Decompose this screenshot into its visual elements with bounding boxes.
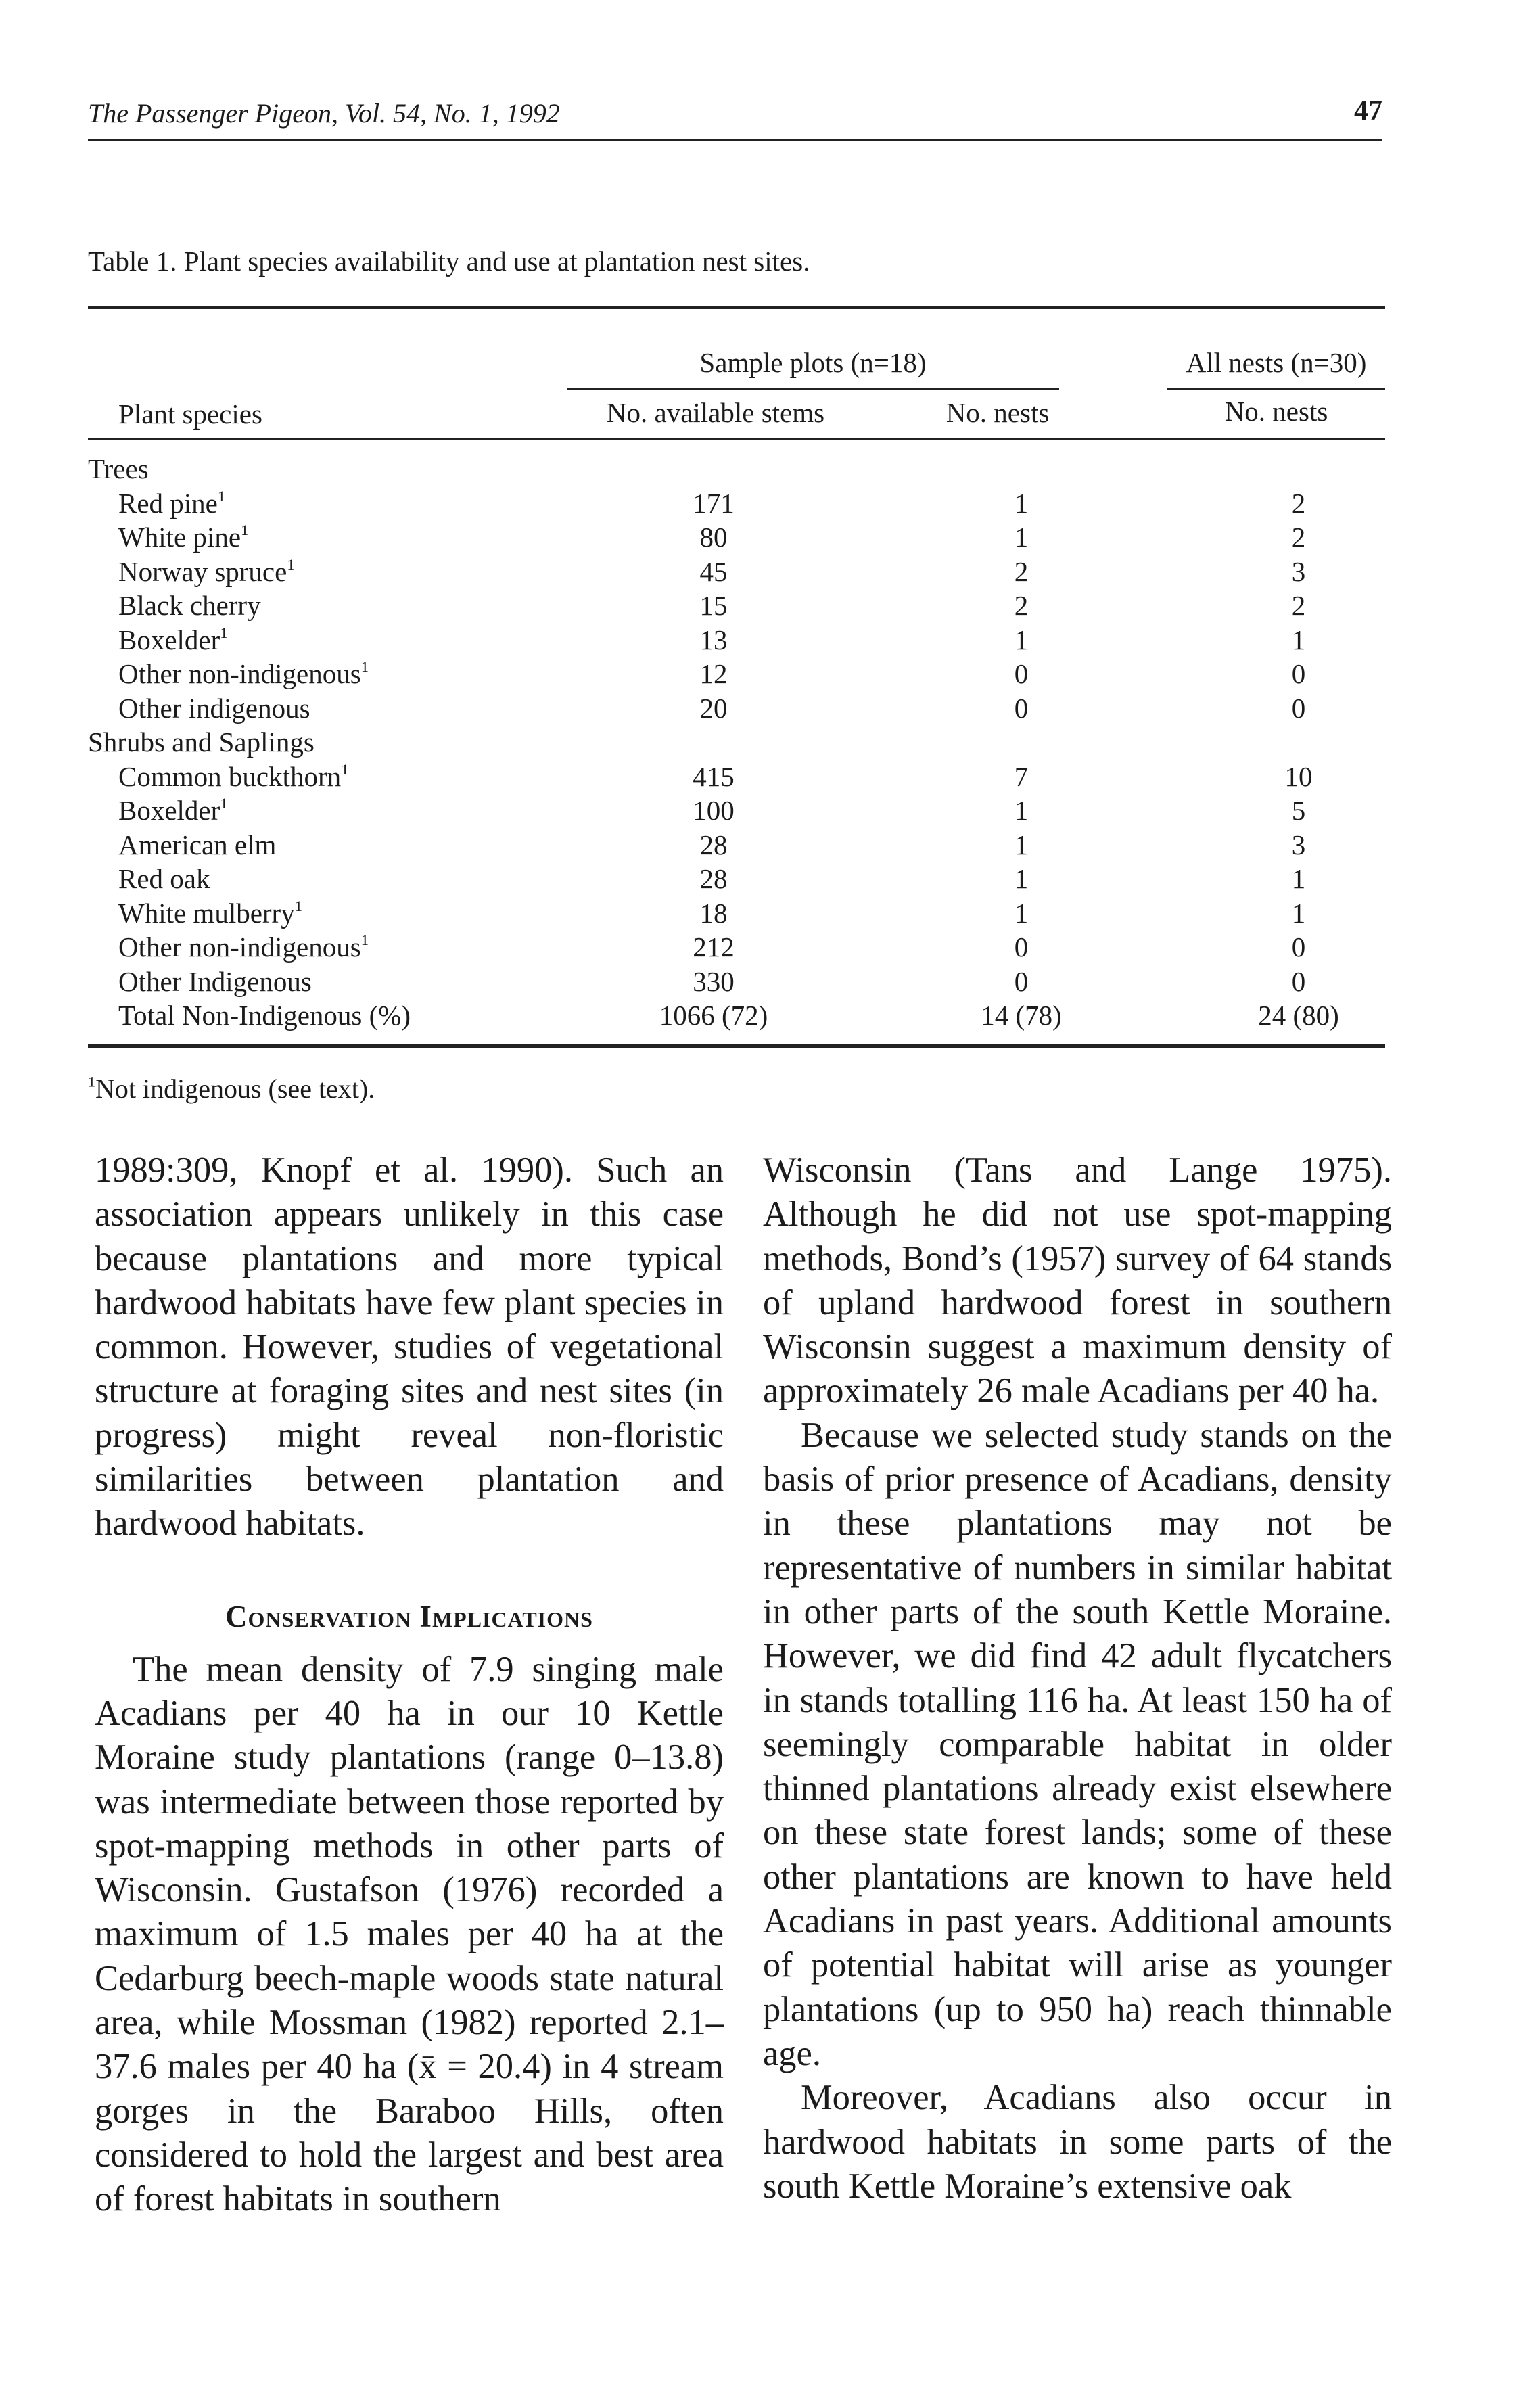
non-indigenous-mark: 1 <box>241 522 249 539</box>
sample-nests-cell: 1 <box>1014 487 1029 519</box>
table-row <box>88 998 1385 1033</box>
table-row <box>88 691 1385 726</box>
all-nests-cell: 24 (80) <box>1258 1000 1339 1031</box>
species-name-text: American elm <box>118 829 277 860</box>
non-indigenous-mark: 1 <box>220 624 228 641</box>
available-stems-cell: 15 <box>699 590 728 621</box>
row-species-name <box>118 588 261 622</box>
table-row <box>88 657 1385 691</box>
table-row <box>88 486 1385 521</box>
sample-nests-cell: 0 <box>1014 931 1029 963</box>
row-species-name <box>118 862 210 896</box>
table-body <box>88 452 1385 1033</box>
right-paragraph-3: Moreover, Acadians also occur in hardwood habitats in some parts of the south Kettle Moraine’s extensive oak <box>763 2078 1392 2206</box>
table-row <box>88 828 1385 862</box>
all-nests-cell: 3 <box>1291 555 1306 587</box>
row-group-label <box>88 452 149 486</box>
table-row <box>88 623 1385 657</box>
all-nests-cell: 2 <box>1291 487 1306 519</box>
row-species-name <box>118 930 369 964</box>
row-species-name <box>118 965 312 998</box>
left-paragraph-1: 1989:309, Knopf et al. 1990). Such an association appears unlikely in this case because plantations and more typical hardwood habitats have few plant species in common. However, studies of vegetational structure at foraging sites and nest sites (in progress) might reveal non-floristic similarities between plantation and hardwood habitats. <box>95 1151 724 1544</box>
species-name-text: Norway spruce <box>118 555 287 587</box>
table-header-rule <box>88 438 1385 440</box>
left-text-column <box>95 1149 724 2222</box>
species-name-text: Total Non-Indigenous (%) <box>118 1000 411 1031</box>
footnote-text: Not indigenous (see text). <box>95 1073 375 1104</box>
table-row <box>88 520 1385 555</box>
all-nests-cell: 0 <box>1291 965 1306 997</box>
row-species-name <box>118 486 225 520</box>
header-nests-sample: No. nests <box>946 397 1050 428</box>
header-plant-species: Plant species <box>118 398 262 430</box>
species-name-text: Boxelder <box>118 795 220 826</box>
available-stems-cell: 80 <box>699 522 728 553</box>
all-nests-cell: 0 <box>1291 692 1306 724</box>
sample-nests-cell: 0 <box>1014 965 1029 997</box>
journal-title: The Passenger Pigeon, Vol. 54, No. 1, 1992 <box>88 98 560 129</box>
sample-nests-cell: 1 <box>1014 897 1029 929</box>
all-nests-rule <box>1167 388 1385 390</box>
species-name-text: Red oak <box>118 863 210 894</box>
available-stems-cell: 212 <box>693 931 735 963</box>
all-nests-cell: 10 <box>1284 760 1313 792</box>
row-group-label <box>88 725 314 759</box>
table-row <box>88 555 1385 589</box>
footnote-mark: 1 <box>88 1073 95 1090</box>
sample-nests-cell: 2 <box>1014 555 1029 587</box>
row-species-name <box>118 998 411 1032</box>
available-stems-cell: 100 <box>693 795 735 826</box>
running-header <box>88 92 1382 141</box>
row-species-name <box>118 828 276 862</box>
table-row <box>88 896 1385 931</box>
row-species-name <box>118 896 302 930</box>
all-nests-cell: 2 <box>1291 590 1306 621</box>
all-nests-cell: 3 <box>1291 829 1306 860</box>
row-species-name <box>118 555 295 588</box>
available-stems-cell: 28 <box>699 863 728 894</box>
all-nests-cell: 1 <box>1291 863 1306 894</box>
sample-nests-cell: 2 <box>1014 590 1029 621</box>
table-row <box>88 760 1385 794</box>
table-row <box>88 793 1385 828</box>
species-name-text: White mulberry <box>118 897 295 929</box>
species-name-text: Other Indigenous <box>118 965 312 997</box>
row-species-name <box>118 793 228 827</box>
all-nests-cell: 0 <box>1291 931 1306 963</box>
non-indigenous-mark: 1 <box>294 897 302 914</box>
species-name-text: Other non-indigenous <box>118 658 361 689</box>
sample-nests-cell: 1 <box>1014 624 1029 655</box>
available-stems-cell: 45 <box>699 555 728 587</box>
table-top-rule <box>88 306 1385 309</box>
available-stems-cell: 13 <box>699 624 728 655</box>
sample-nests-cell: 1 <box>1014 522 1029 553</box>
all-nests-cell: 2 <box>1291 522 1306 553</box>
species-name-text: Common buckthorn <box>118 760 342 792</box>
available-stems-cell: 28 <box>699 829 728 860</box>
species-name-text: Black cherry <box>118 590 261 621</box>
table-row <box>88 965 1385 999</box>
sample-nests-cell: 7 <box>1014 760 1029 792</box>
right-paragraph-1: Wisconsin (Tans and Lange 1975). Although he did not use spot-mapping methods, Bond’s (1957) survey of 64 stands of upland hardwood forest in southern Wisconsin suggest a maximum density of approximately 26 male Acadians per 40 ha. <box>763 1151 1392 1411</box>
row-species-name <box>118 760 348 793</box>
header-available-stems: No. available stems <box>606 397 825 428</box>
sample-nests-cell: 0 <box>1014 692 1029 724</box>
non-indigenous-mark: 1 <box>287 555 295 573</box>
sample-nests-cell: 1 <box>1014 795 1029 826</box>
table-row <box>88 452 1385 486</box>
right-paragraph-2: Because we selected study stands on the basis of prior presence of Acadians, density in these plantations may not be representative of numbers in similar habitat in other parts of the south Kettle Moraine. However, we did find 42 adult flycatchers in stands totalling 116 ha. At least 150 ha of seemingly comparable habitat in older thinned plantations already exist elsewhere on these state forest lands; some of these other plantations are known to have held Acadians in past years. Additional amounts of potential habitat will arise as younger plantations (up to 950 ha) reach thinnable age. <box>763 1415 1392 2073</box>
page-number: 47 <box>1354 95 1382 126</box>
table-row <box>88 862 1385 896</box>
sample-nests-cell: 1 <box>1014 829 1029 860</box>
species-name-text: Other indigenous <box>118 692 310 724</box>
sample-nests-cell: 14 (78) <box>981 1000 1062 1031</box>
header-sample-plots: Sample plots (n=18) <box>699 347 927 378</box>
row-species-name <box>118 520 248 554</box>
species-name-text: Other non-indigenous <box>118 931 361 963</box>
all-nests-cell: 0 <box>1291 658 1306 689</box>
table-row <box>88 588 1385 623</box>
non-indigenous-mark: 1 <box>360 658 369 676</box>
available-stems-cell: 18 <box>699 897 728 929</box>
all-nests-cell: 5 <box>1291 795 1306 826</box>
sample-nests-cell: 1 <box>1014 863 1029 894</box>
table-row <box>88 930 1385 965</box>
sample-plots-rule <box>567 388 1059 390</box>
available-stems-cell: 12 <box>699 658 728 689</box>
non-indigenous-mark: 1 <box>360 931 369 949</box>
section-heading: Conservation Implications <box>225 1599 593 1634</box>
table-row <box>88 725 1385 760</box>
all-nests-cell: 1 <box>1291 624 1306 655</box>
table-bottom-rule <box>88 1044 1385 1048</box>
left-paragraph-2: The mean density of 7.9 singing male Acadians per 40 ha in our 10 Kettle Moraine study plantations (range 0–13.8) was intermediate between those reported by spot-mapping methods in other parts of Wisconsin. Gustafson (1976) recorded a maximum of 1.5 males per 40 ha at the Cedarburg beech-maple woods state natural area, while Mossman (1982) reported 2.1–37.6 males per 40 ha (x̄ = 20.4) in 4 stream gorges in the Baraboo Hills, often considered to hold the largest and best area of forest habitats in southern <box>95 1649 724 2219</box>
sample-nests-cell: 0 <box>1014 658 1029 689</box>
all-nests-cell: 1 <box>1291 897 1306 929</box>
species-name-text: Trees <box>88 453 149 484</box>
table-caption: Table 1. Plant species availability and use at plantation nest sites. <box>88 246 810 277</box>
species-name-text: White pine <box>118 522 241 553</box>
species-name-text: Boxelder <box>118 624 220 655</box>
non-indigenous-mark: 1 <box>341 760 349 778</box>
row-species-name <box>118 691 310 725</box>
available-stems-cell: 1066 (72) <box>659 1000 768 1031</box>
row-species-name <box>118 623 228 657</box>
non-indigenous-mark: 1 <box>217 487 226 505</box>
non-indigenous-mark: 1 <box>220 795 228 812</box>
available-stems-cell: 415 <box>693 760 735 792</box>
available-stems-cell: 20 <box>699 692 728 724</box>
species-name-text: Red pine <box>118 487 218 519</box>
right-text-column <box>763 1149 1392 2208</box>
row-species-name <box>118 657 369 691</box>
species-name-text: Shrubs and Saplings <box>88 726 314 758</box>
header-nests-all: No. nests <box>1224 396 1328 427</box>
available-stems-cell: 330 <box>693 965 735 997</box>
table-footnote <box>88 1073 375 1105</box>
header-all-nests: All nests (n=30) <box>1186 347 1367 378</box>
available-stems-cell: 171 <box>693 487 735 519</box>
